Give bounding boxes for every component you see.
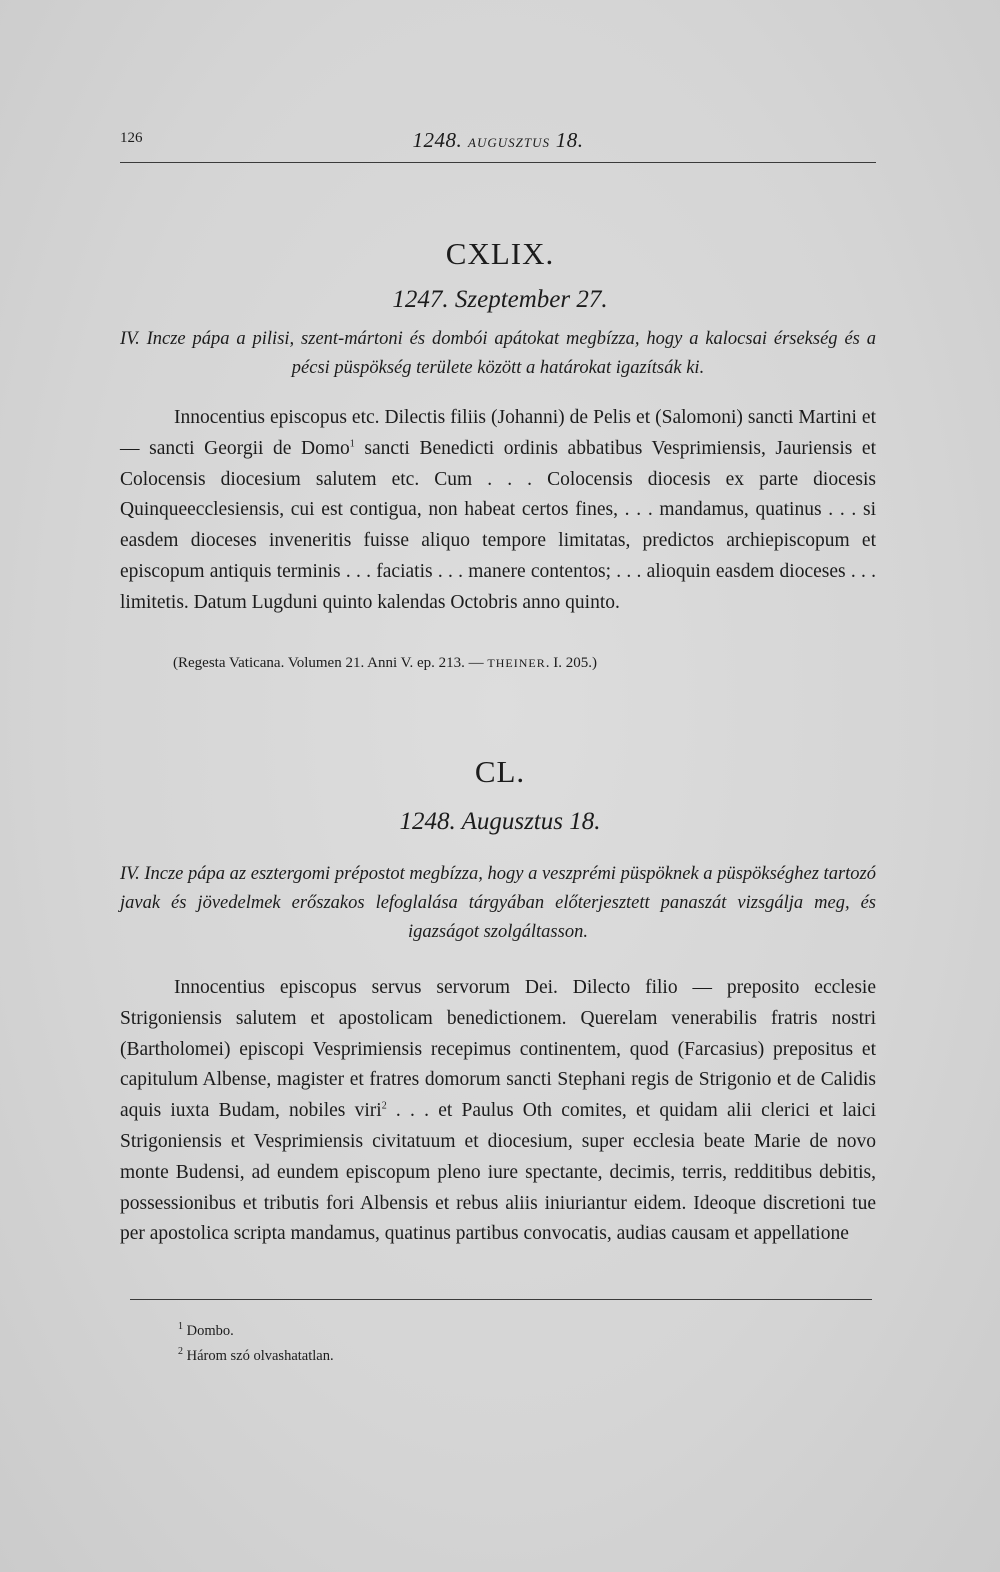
footnote-mark: 2 (178, 1346, 183, 1358)
footnote-mark: 1 (178, 1321, 183, 1333)
footnote (178, 1323, 234, 1340)
document-source (173, 655, 873, 672)
document-text-part: Innocentius episcopus servus servorum Dei. Dilecto filio — preposito ecclesie Strigoniensis salutem et apostolicam benedictionem. Querelam venerabilis fratris nostri (Bartholomei) episcopi Vesprimiensis recepimus continentem, quod (Farcasius) prepositus et capitulum Albense, magister et fratres domorum sancti Stephani regis de Strigonio et de Calidis aquis iuxta Budam, nobiles viri (120, 977, 876, 1122)
page-number: 126 (120, 130, 143, 146)
document-text (120, 973, 876, 1250)
document-text-part: Innocentius episcopus etc. Dilectis filiis (Johanni) de Pelis et (Salomoni) sancti Martini et — sancti Georgii de Domo (120, 407, 876, 459)
source-text: (Regesta Vaticana. Volumen 21. Anni V. ep. 213. — (173, 655, 488, 671)
running-head-month: AUGUSZTUS (468, 135, 550, 150)
source-author: THEINER (487, 656, 546, 670)
running-head-title (120, 128, 876, 153)
footnote-text: Három szó olvashatatlan. (186, 1348, 334, 1364)
document-regest: IV. Incze pápa az esztergomi prépostot megbízza, hogy a veszprémi püspöknek a püspökséghez tartozó javak és jövedelmek erőszakos lefoglalása tárgyában előterjesztett panaszát vizsgálja meg, és igazságot szolgáltasson. (120, 864, 876, 942)
running-head-day: 18. (555, 128, 584, 152)
running-head (120, 128, 876, 163)
footnote-reference: 1 (349, 438, 355, 450)
document-regest: IV. Incze pápa a pilisi, szent-mártoni és dombói apátokat megbízza, hogy a kalocsai érsekség és a pécsi püspökség területe között a határokat igazítsák ki. (120, 329, 876, 378)
document-number: CXLIX. (445, 236, 555, 271)
document-number: CL. (474, 754, 526, 789)
footnote-reference: 2 (381, 1100, 387, 1112)
footnote-divider (130, 1299, 872, 1300)
document-date: 1247. Szeptember 27. (392, 286, 608, 313)
running-head-year: 1248. (412, 128, 463, 152)
source-text: . I. 205.) (545, 655, 597, 671)
footnote (178, 1348, 334, 1365)
document-text-part: sancti Benedicti ordinis abbatibus Vesprimiensis, Jauriensis et Colocensis diocesium salutem etc. Cum . . . Colocensis diocesis ex parte diocesis Quinqueecclesiensis, cui est contigua, non habeat certos fines, . . . mandamus, quatinus . . . si easdem dioceses inveneritis fuisse aliquo tempore limitatas, predictos archiepiscopum et episcopum antiquis terminis . . . faciatis . . . manere contentos; . . . alioquin easdem dioceses . . . limitetis. Datum Lugduni quinto kalendas Octobris anno quinto. (120, 437, 876, 613)
footnote-text: Dombo. (186, 1323, 234, 1339)
document-text (120, 403, 876, 619)
document-date: 1248. Augusztus 18. (399, 808, 601, 835)
document-text-part: . . . et Paulus Oth comites, et quidam alii clerici et laici Strigoniensis et Vesprimiensis civitatuum et diocesium, super ecclesia beate Marie de novo monte Budensi, ad eundem episcopum pleno iure spectante, decimis, terris, redditibus debitis, possessionibus et tributis fori Albensis et rebus aliis iniuriantur eidem. Ideoque discretioni tue per apostolica scripta mandamus, quatinus partibus convocatis, audias causam et appellatione (120, 1100, 876, 1245)
